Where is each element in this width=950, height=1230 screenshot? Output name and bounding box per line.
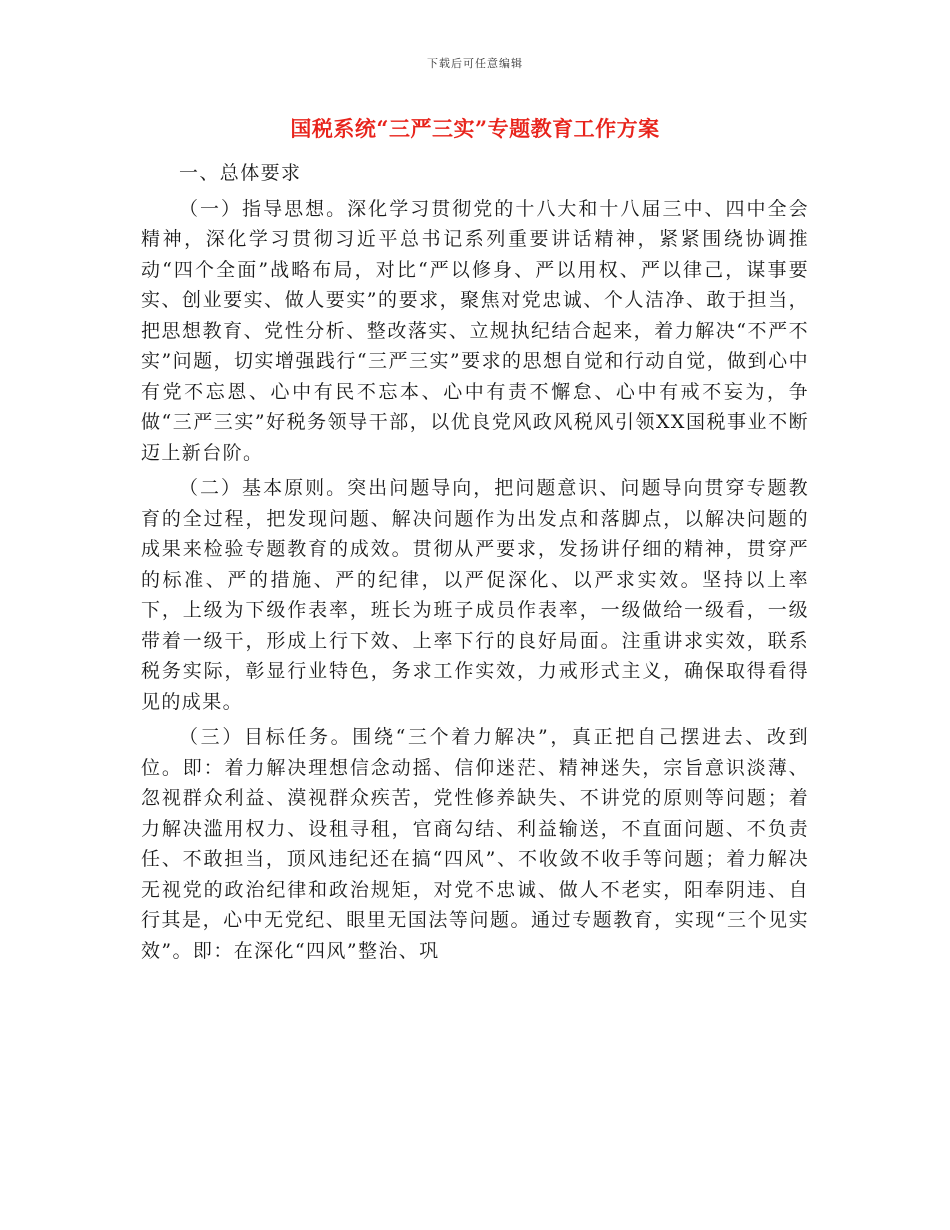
section-heading: 一、总体要求 [179,162,302,184]
header-note: 下载后可任意编辑 [427,57,523,70]
paragraph-target-tasks: （三）目标任务。围绕“三个着力解决”，真正把自己摆进去、改到位。即：着力解决理想信念动摇、信仰迷茫、精神迷失，宗旨意识淡薄、忽视群众利益、漠视群众疾苦，党性修养缺失、不讲党的原则等问题；着力解决滥用权力、设租寻租，官商勾结、利益输送，不直面问题、不负责任、不敢担当，顶风违纪还在搞“四风”、不收敛不收手等问题；着力解决无视党的政治纪律和政治规矩，对党不忠诚、做人不老实，阳奉阴违、自行其是，心中无党纪、眼里无国法等问题。通过专题教育，实现“三个见实效”。即：在深化“四风”整治、巩 [141,726,809,962]
paragraph-guiding-thought: （一）指导思想。深化学习贯彻党的十八大和十八届三中、四中全会精神，深化学习贯彻习近平总书记系列重要讲话精神，紧紧围绕协调推动“四个全面”战略布局，对比“严以修身、严以用权、严以律己，谋事要实、创业要实、做人要实”的要求，聚焦对党忠诚、个人洁净、敢于担当，把思想教育、党性分析、整改落实、立规执纪结合起来，着力解决“不严不实”问题，切实增强践行“三严三实”要求的思想自觉和行动自觉，做到心中有党不忘恩、心中有民不忘本、心中有责不懈怠、心中有戒不妄为，争做“三严三实”好税务领导干部，以优良党风政风税风引领XX国税事业不断迈上新台阶。 [141,197,809,464]
paragraph-basic-principles: （二）基本原则。突出问题导向，把问题意识、问题导向贯穿专题教育的全过程，把发现问题、解决问题作为出发点和落脚点，以解决问题的成果来检验专题教育的成效。贯彻从严要求，发扬讲仔细的精神，贯穿严的标准、严的措施、严的纪律，以严促深化、以严求实效。坚持以上率下，上级为下级作表率，班长为班子成员作表率，一级做给一级看，一级带着一级干，形成上行下效、上率下行的良好局面。注重讲求实效，联系税务实际，彰显行业特色，务求工作实效，力戒形式主义，确保取得看得见的成果。 [141,477,809,713]
document-body [141,158,809,966]
document-title: 国税系统“三严三实”专题教育工作方案 [290,116,660,141]
